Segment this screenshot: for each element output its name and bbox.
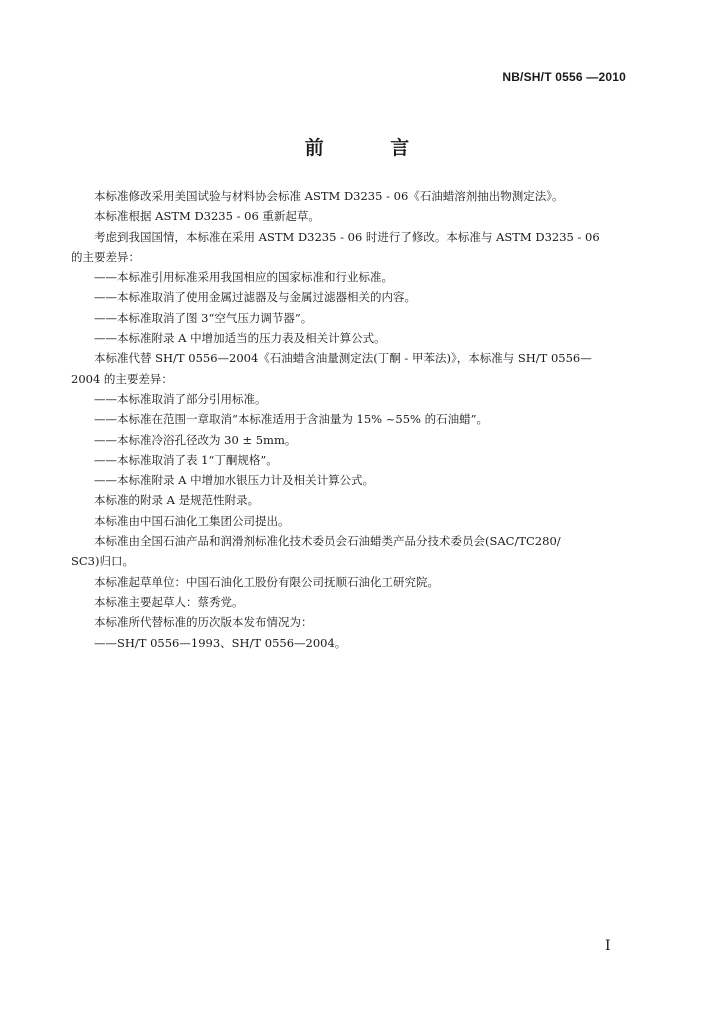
list-item: ——本标准引用标准采用我国相应的国家标准和行业标准。 — [94, 270, 393, 285]
list-item: ——本标准附录 A 中增加适当的压力表及相关计算公式。 — [94, 331, 386, 346]
paragraph-line: 本标准的附录 A 是规范性附录。 — [94, 493, 260, 508]
paragraph-line: SC3)归口。 — [71, 554, 134, 569]
paragraph-line: 本标准根据 ASTM D3235 - 06 重新起草。 — [94, 209, 320, 224]
paragraph-line: 本标准起草单位：中国石油化工股份有限公司抚顺石油化工研究院。 — [94, 574, 439, 589]
list-item: ——本标准在范围一章取消“本标准适用于含油量为 15% ~55% 的石油蜡”。 — [94, 412, 488, 427]
page-title: 前 言 — [304, 137, 440, 159]
paragraph-line: 本标准修改采用美国试验与材料协会标准 ASTM D3235 - 06《石油蜡溶剂抽出物测定法》。 — [94, 189, 564, 203]
paragraph-line: 本标准主要起草人：蔡秀党。 — [94, 594, 244, 609]
paragraph-line: 2004 的主要差异： — [71, 371, 173, 386]
list-item: ——本标准取消了使用金属过滤器及与金属过滤器相关的内容。 — [94, 290, 416, 305]
paragraph-line: 的主要差异： — [71, 249, 140, 264]
list-item: ——本标准冷浴孔径改为 30 ± 5mm。 — [94, 432, 297, 447]
page-number: I — [605, 938, 611, 954]
list-item: ——本标准取消了图 3“空气压力调节器”。 — [94, 310, 313, 325]
list-item: ——SH/T 0556—1993、SH/T 0556—2004。 — [94, 635, 347, 650]
paragraph-line: 本标准所代替标准的历次版本发布情况为： — [94, 615, 313, 630]
list-item: ——本标准取消了部分引用标准。 — [94, 391, 267, 406]
list-item: ——本标准取消了表 1“丁酮规格”。 — [94, 452, 278, 467]
paragraph-line: 考虑到我国国情，本标准在采用 ASTM D3235 - 06 时进行了修改。本标准与 ASTM D3235 - 06 — [94, 229, 600, 244]
paragraph-line: 本标准由中国石油化工集团公司提出。 — [94, 513, 290, 528]
paragraph-line: 本标准由全国石油产品和润滑剂标准化技术委员会石油蜡类产品分技术委员会(SAC/TC280/ — [94, 534, 561, 549]
standard-code: NB/SH/T 0556 —2010 — [502, 70, 626, 84]
foreword-body — [71, 186, 631, 653]
paragraph-line: 本标准代替 SH/T 0556—2004《石油蜡含油量测定法(丁酮 - 甲苯法)》，本标准与 SH/T 0556— — [94, 351, 592, 366]
list-item: ——本标准附录 A 中增加水银压力计及相关计算公式。 — [94, 473, 375, 488]
